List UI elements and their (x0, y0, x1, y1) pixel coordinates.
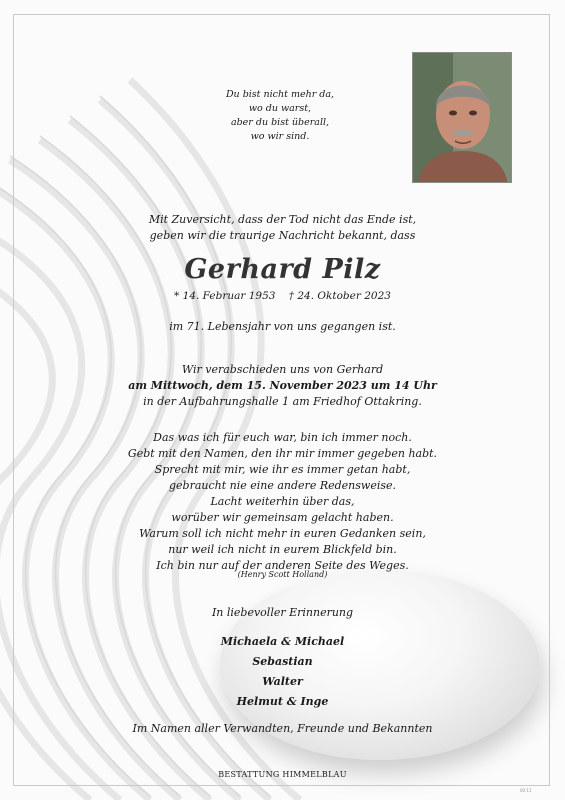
announcement-intro (60, 212, 505, 244)
funeral-line: Wir verabschieden uns von Gerhard (181, 363, 384, 376)
age-statement: im 71. Lebensjahr von uns gegangen ist. (169, 320, 396, 333)
opening-quote (185, 88, 375, 144)
family-member: Helmut & Inge (236, 695, 329, 708)
birth-date: * 14. Februar 1953 (174, 290, 276, 302)
intro-line: geben wir die traurige Nachricht bekannt, dass (149, 229, 416, 242)
poem-line: Lacht weiterhin über das, (210, 495, 355, 508)
poem-line: nur weil ich nicht in eurem Blickfeld bin. (168, 543, 397, 556)
quote-line: wo du warst, (248, 103, 312, 114)
family-member: Walter (262, 675, 303, 688)
memory-heading: In liebevoller Erinnerung (211, 606, 354, 619)
death-date: † 24. Oktober 2023 (288, 290, 391, 302)
poem-line: Gebt mit den Namen, den ihr mir immer gegeben habt. (127, 447, 438, 460)
deceased-name: Gerhard Pilz (184, 254, 381, 285)
family-list (60, 632, 505, 712)
family-member: Michaela & Michael (220, 635, 345, 648)
intro-line: Mit Zuversicht, dass der Tod nicht das Ende ist, (148, 213, 417, 226)
poem-author: (Henry Scott Holland) (237, 570, 328, 579)
quote-line: aber du bist überall, (230, 117, 330, 128)
poem-line: Ich bin nur auf der anderen Seite des Weges. (156, 559, 409, 572)
undertaker-name: BESTATTUNG HIMMELBLAU (218, 770, 347, 779)
poem-line: Sprecht mit mir, wie ihr es immer getan habt, (154, 463, 411, 476)
poem (60, 430, 505, 574)
corner-code: 00:11 (520, 788, 532, 793)
quote-line: wo wir sind. (250, 131, 310, 142)
life-dates (60, 290, 505, 302)
poem-line: gebraucht nie eine andere Redensweise. (168, 479, 396, 492)
funeral-location: in der Aufbahrungshalle 1 am Friedhof Ottakring. (143, 395, 422, 408)
funeral-details (60, 362, 505, 410)
funeral-date-time: am Mittwoch, dem 15. November 2023 um 14 Uhr (128, 379, 437, 392)
poem-line: Warum soll ich nicht mehr in euren Gedanken sein, (139, 527, 426, 540)
portrait-photo (412, 52, 512, 183)
family-member: Sebastian (252, 655, 313, 668)
quote-line: Du bist nicht mehr da, (225, 89, 335, 100)
poem-line: Das was ich für euch war, bin ich immer noch. (153, 431, 412, 444)
poem-line: worüber wir gemeinsam gelacht haben. (171, 511, 394, 524)
relatives-line: Im Namen aller Verwandten, Freunde und Bekannten (132, 722, 433, 735)
